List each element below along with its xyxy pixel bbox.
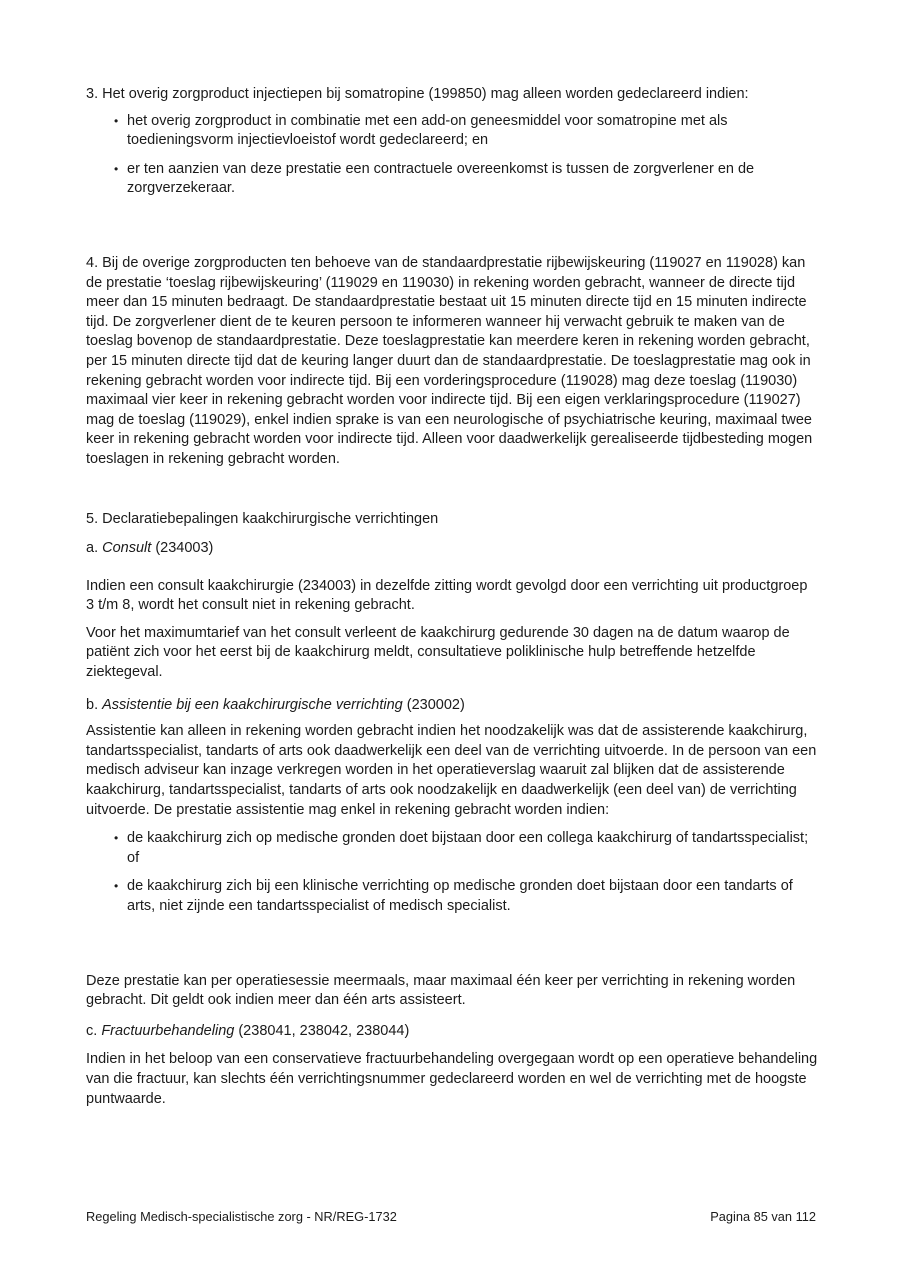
section4-paragraph: 4. Bij de overige zorgproducten ten behoeve van de standaardprestatie rijbewijskeuring (119027 en 119028) kan de prestatie ‘toeslag rijbewijskeuring’ (119029 en 119030) in rekening worden gebracht, wanneer de directe tijd meer dan 15 minuten bedraagt. De standaardprestatie bestaat uit 15 minuten directe tijd en 15 minuten indirecte tijd. De zorgverlener dient de te keuren persoon te informeren wanneer hij verwacht gebruik te maken van de toeslag bovenop de standaardprestatie. Deze toeslagprestatie kan meerdere keren in rekening worden gebracht, per 15 minuten directe tijd dat de keuring langer duurt dan de standaardprestatie. De toeslagprestatie mag ook in rekening gebracht worden voor indirecte tijd. Bij een vorderingsprocedure (119028) mag deze toeslag (119030) maximaal vier keer in rekening gebracht worden voor indirecte tijd. Bij een eigen verklaringsprocedure (119027) mag de toeslag (119029), enkel indien sprake is van een neurologische of psychiatrische keuring, maximaal twee keer in rekening gebracht worden voor indirecte tijd. Alleen voor daadwerkelijk gerealiseerde tijdbesteding mogen toeslagen in rekening gebracht worden. [86, 254, 813, 467]
item-c-heading [86, 1022, 818, 1042]
section3-bullet-list [86, 112, 818, 199]
section5-bullet-list [86, 829, 818, 916]
paragraph-a1: Indien een consult kaakchirurgie (234003) in dezelfde zitting wordt gevolgd door een verrichting uit productgroep 3 t/m 8, wordt het consult niet in rekening gebracht. [86, 577, 808, 614]
item-c-code: (238041, 238042, 238044) [234, 1022, 410, 1039]
bullet-text: er ten aanzien van deze prestatie een contractuele overeenkomst is tussen de zorgverlener en de zorgverzekeraar. [127, 160, 755, 197]
bullet-icon: • [114, 831, 119, 846]
item-c-prefix: c. [86, 1022, 102, 1039]
item-b-code: (230002) [402, 696, 465, 713]
bullet-text: de kaakchirurg zich op medische gronden doet bijstaan door een collega kaakchirurg of tandartsspecialist; of [127, 830, 809, 866]
section3-intro: 3. Het overig zorgproduct injectiepen bij somatropine (199850) mag alleen worden gedeclareerd indien: [86, 86, 749, 102]
paragraph-b1: Assistentie kan alleen in rekening worden gebracht indien het noodzakelijk was dat de assisterende kaakchirurg, tandartsspecialist, tandarts of arts ook daadwerkelijk een deel van de verrichting uitvoerde. In de persoon van een medisch adviseur kan inzage verkregen worden in het operatieverslag waaruit zal blijken dat de assisterende kaakchirurg, tandartsspecialist, tandarts of arts ook noodzakelijk en daadwerkelijk (een deel van) de verrichting uitvoerde. De prestatie assistentie mag enkel in rekening gebracht worden indien: [86, 723, 817, 818]
bullet-text: de kaakchirurg zich bij een klinische verrichting op medische gronden doet bijstaan door een tandarts of arts, niet zijnde een tandartsspecialist of medisch specialist. [127, 878, 793, 914]
footer-page-number: Pagina 85 van 112 [710, 1209, 816, 1224]
item-b-title: Assistentie bij een kaakchirurgische verrichting [102, 696, 403, 713]
bullet-item [86, 877, 818, 916]
item-b-heading [86, 696, 818, 716]
bullet-icon: • [114, 879, 119, 894]
page-footer [86, 1208, 816, 1225]
item-c-title: Fractuurbehandeling [101, 1022, 235, 1039]
footer-document-title: Regeling Medisch-specialistische zorg - NR/REG-1732 [86, 1209, 397, 1224]
bullet-icon: • [114, 161, 119, 176]
item-a-heading [86, 539, 818, 559]
bullet-icon: • [114, 113, 119, 128]
paragraph-c1: Indien in het beloop van een conservatieve fractuurbehandeling overgegaan wordt op een operatieve behandeling van die fractuur, kan slechts één verrichtingsnummer gedeclareerd worden en wel de verrichting met de hoogste puntwaarde. [86, 1051, 818, 1107]
paragraph-b2: Deze prestatie kan per operatiesessie meermaals, maar maximaal één keer per verrichting in rekening worden gebracht. Dit geldt ook indien meer dan één arts assisteert. [86, 972, 796, 1009]
item-a-prefix: a. [86, 540, 103, 557]
section5-heading: 5. Declaratiebepalingen kaakchirurgische verrichtingen [86, 510, 439, 527]
item-a-title: Consult [102, 540, 152, 557]
bullet-text: het overig zorgproduct in combinatie met een add-on geneesmiddel voor somatropine met als toedieningsvorm injectievloeistof wordt gedeclareerd; en [127, 112, 728, 149]
bullet-item [86, 112, 818, 151]
bullet-item [86, 160, 818, 199]
item-a-code: (234003) [151, 540, 214, 557]
item-b-prefix: b. [86, 696, 103, 713]
document-page [86, 85, 818, 1109]
paragraph-a2: Voor het maximumtarief van het consult verleent de kaakchirurg gedurende 30 dagen na de datum waarop de patiënt zich voor het eerst bij de kaakchirurg meldt, consultatieve poliklinische hulp betreffende hetzelfde ziektegeval. [86, 624, 790, 681]
bullet-item [86, 829, 818, 868]
